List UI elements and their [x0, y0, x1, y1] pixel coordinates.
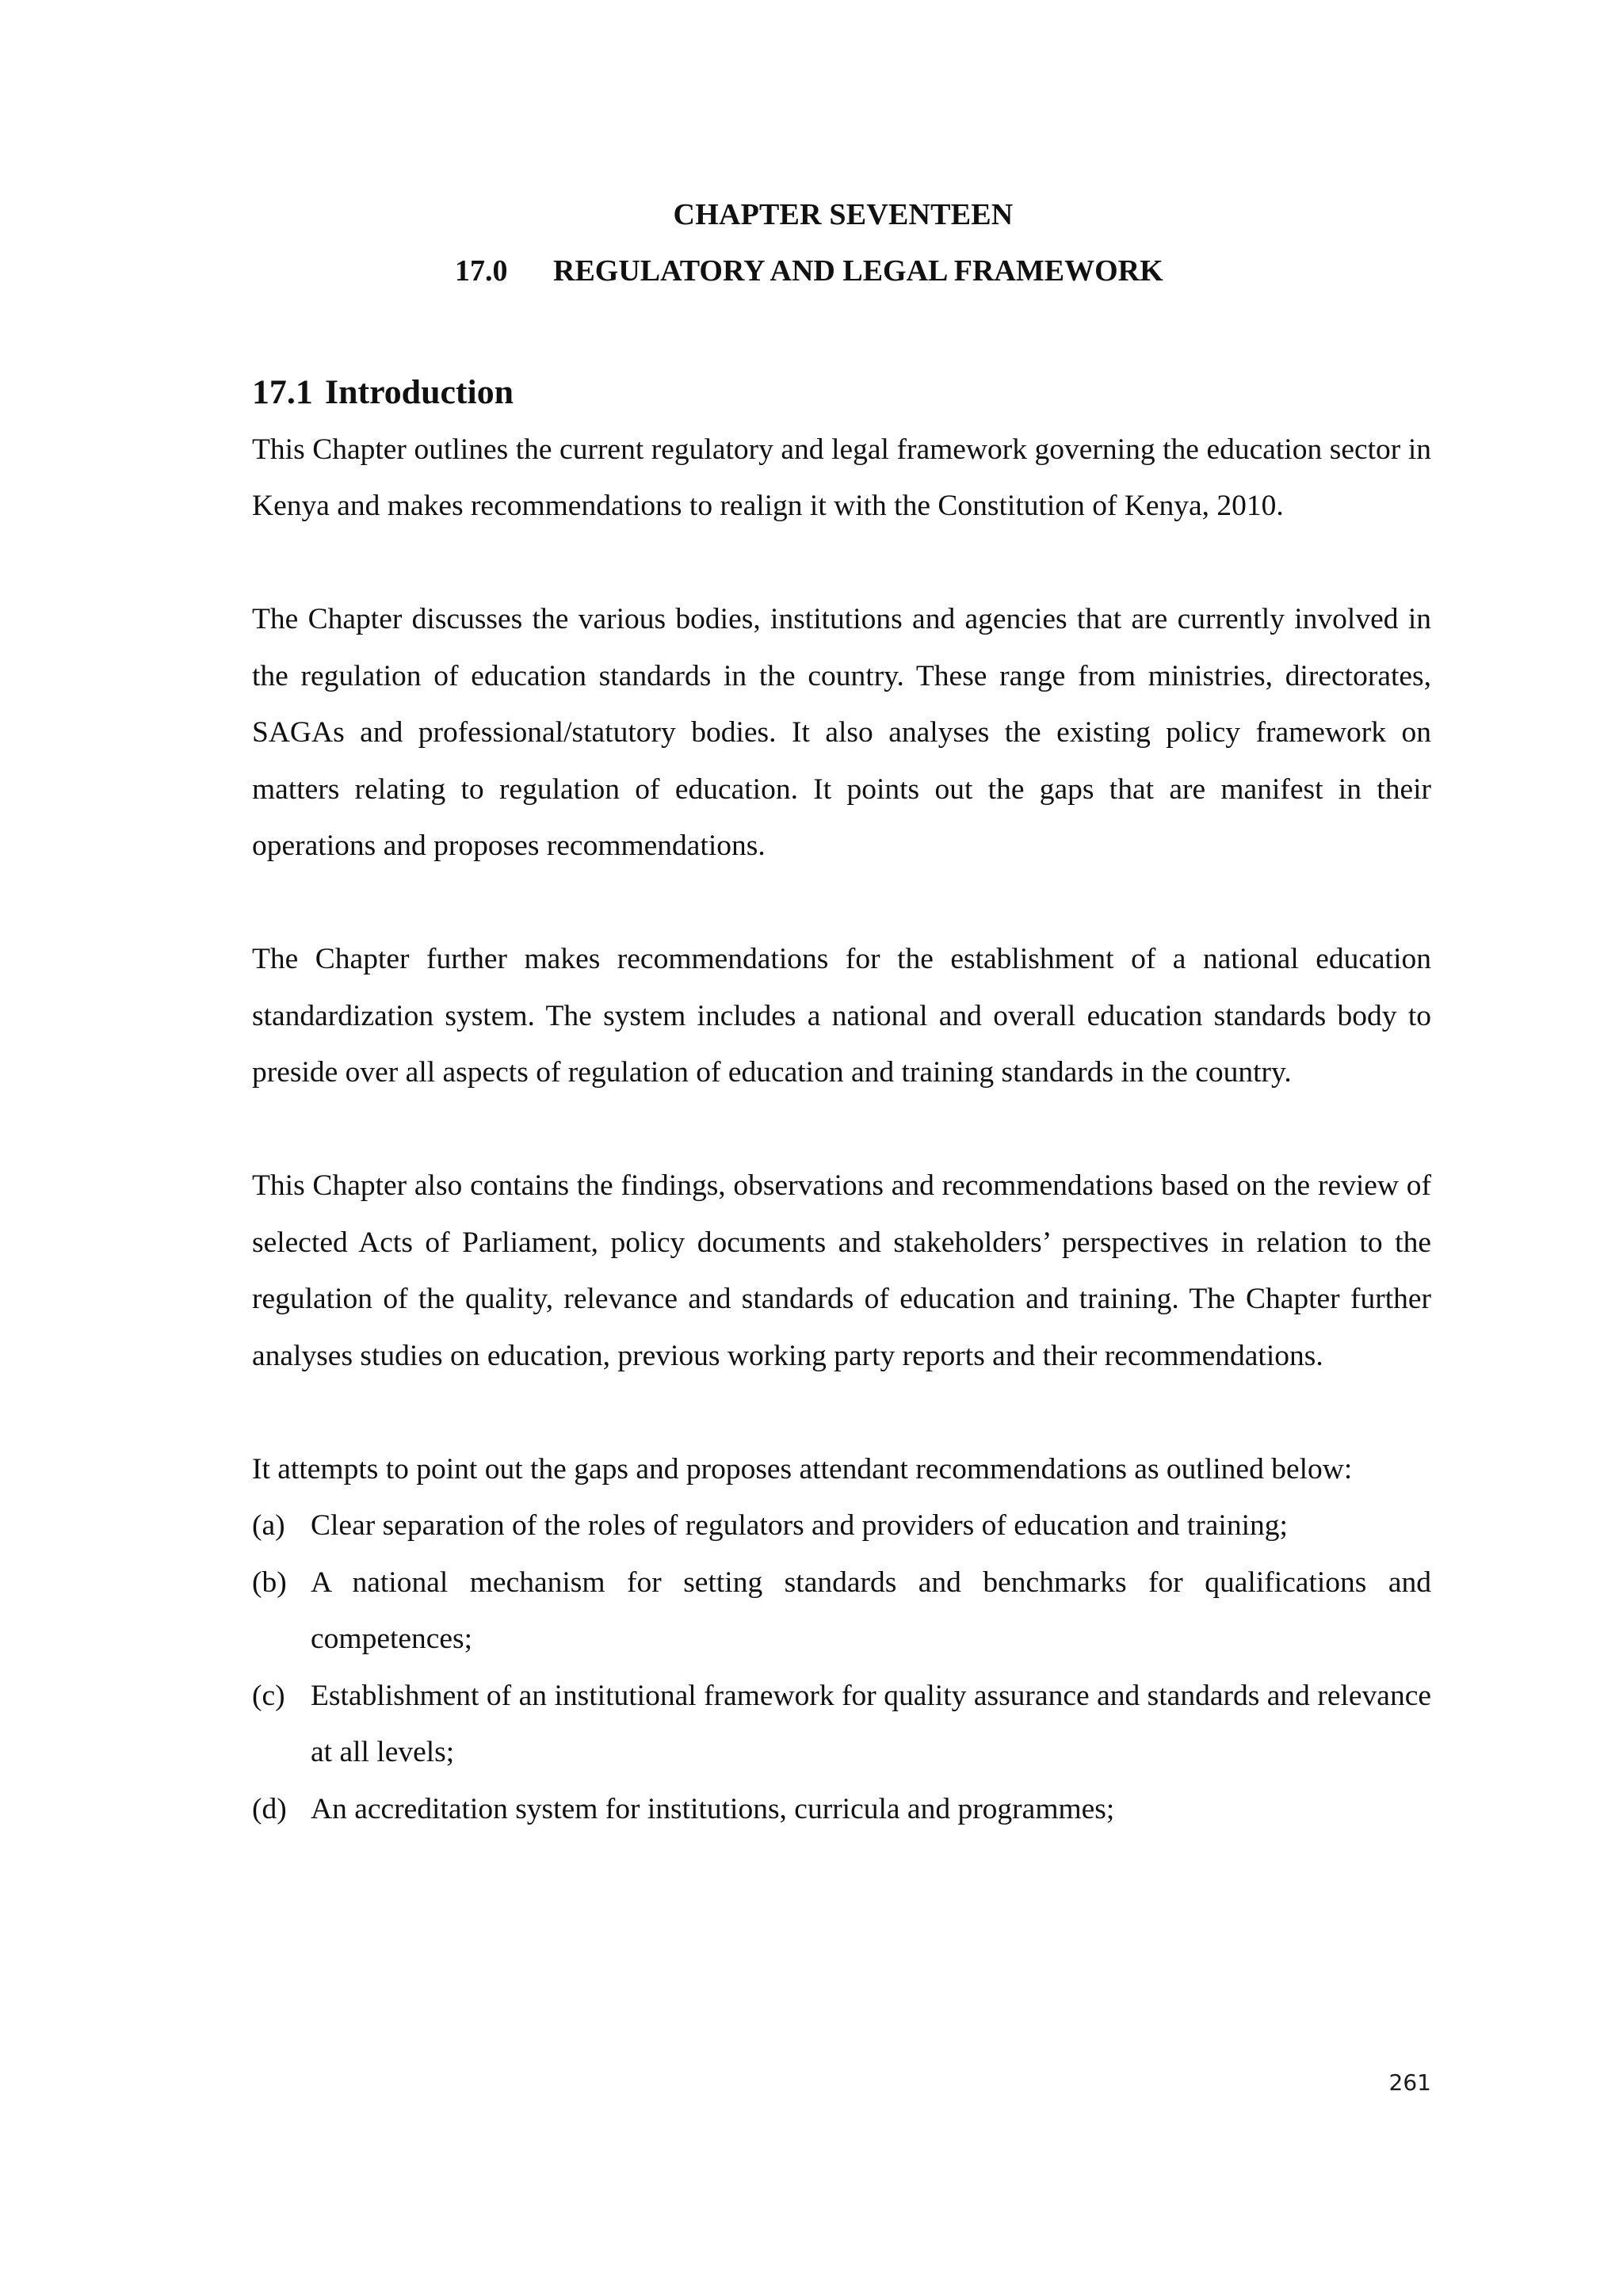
paragraph-bodies: The Chapter discusses the various bodies, institutions and agencies that are currently involved in the regulation of education standards in the country. These range from ministries, directorates, SAGAs and professional/statutory bodies. It also analyses the existing policy framework on matters relating to regulation of education. It points out the gaps that are manifest in their operations and proposes recommendations. — [252, 603, 1431, 862]
list-item-text: An accreditation system for institutions, curricula and programmes; — [311, 1792, 1115, 1825]
section-title: Introduction — [325, 373, 514, 411]
paragraph-standardization: The Chapter further makes recommendations for the establishment of a national education standardization system. The system includes a national and overall education standards body to preside over all aspects of regulation of education and training standards in the country. — [252, 943, 1431, 1089]
chapter-body — [252, 364, 1431, 1837]
list-item — [252, 1781, 1431, 1838]
paragraph-intro: This Chapter outlines the current regulatory and legal framework governing the education sector in Kenya and makes recommendations to realign it with the Constitution of Kenya, 2010. — [252, 433, 1431, 522]
chapter-label: CHAPTER SEVENTEEN — [673, 198, 1014, 231]
list-item-text: Establishment of an institutional framework for quality assurance and standards and relevance at all levels; — [311, 1679, 1431, 1768]
page-number: 261 — [1388, 2069, 1431, 2096]
section-number: 17.1 — [252, 373, 313, 411]
list-item-text: Clear separation of the roles of regulators and providers of education and training; — [311, 1509, 1288, 1542]
chapter-number: 17.0 — [455, 254, 508, 288]
paragraph-gaps: It attempts to point out the gaps and proposes attendant recommendations as outlined below: — [252, 1452, 1353, 1486]
list-marker: (a) — [252, 1509, 285, 1542]
list-marker: (c) — [252, 1679, 285, 1712]
list-marker: (d) — [252, 1792, 287, 1825]
list-marker: (b) — [252, 1566, 287, 1599]
list-item — [252, 1497, 1431, 1554]
list-item — [252, 1554, 1431, 1668]
section-heading — [252, 364, 1431, 421]
paragraph-findings: This Chapter also contains the findings, observations and recommendations based on the review of selected Acts of Parliament, policy documents and stakeholders’ perspectives in relation to the regulation of the quality, relevance and standards of education and training. The Chapter further analyses studies on education, previous working party reports and their recommendations. — [252, 1169, 1431, 1372]
list-item — [252, 1668, 1431, 1781]
chapter-title-text: REGULATORY AND LEGAL FRAMEWORK — [553, 254, 1163, 288]
recommendations-list — [252, 1497, 1431, 1837]
list-item-text: A national mechanism for setting standards and benchmarks for qualifications and competences; — [311, 1566, 1431, 1655]
